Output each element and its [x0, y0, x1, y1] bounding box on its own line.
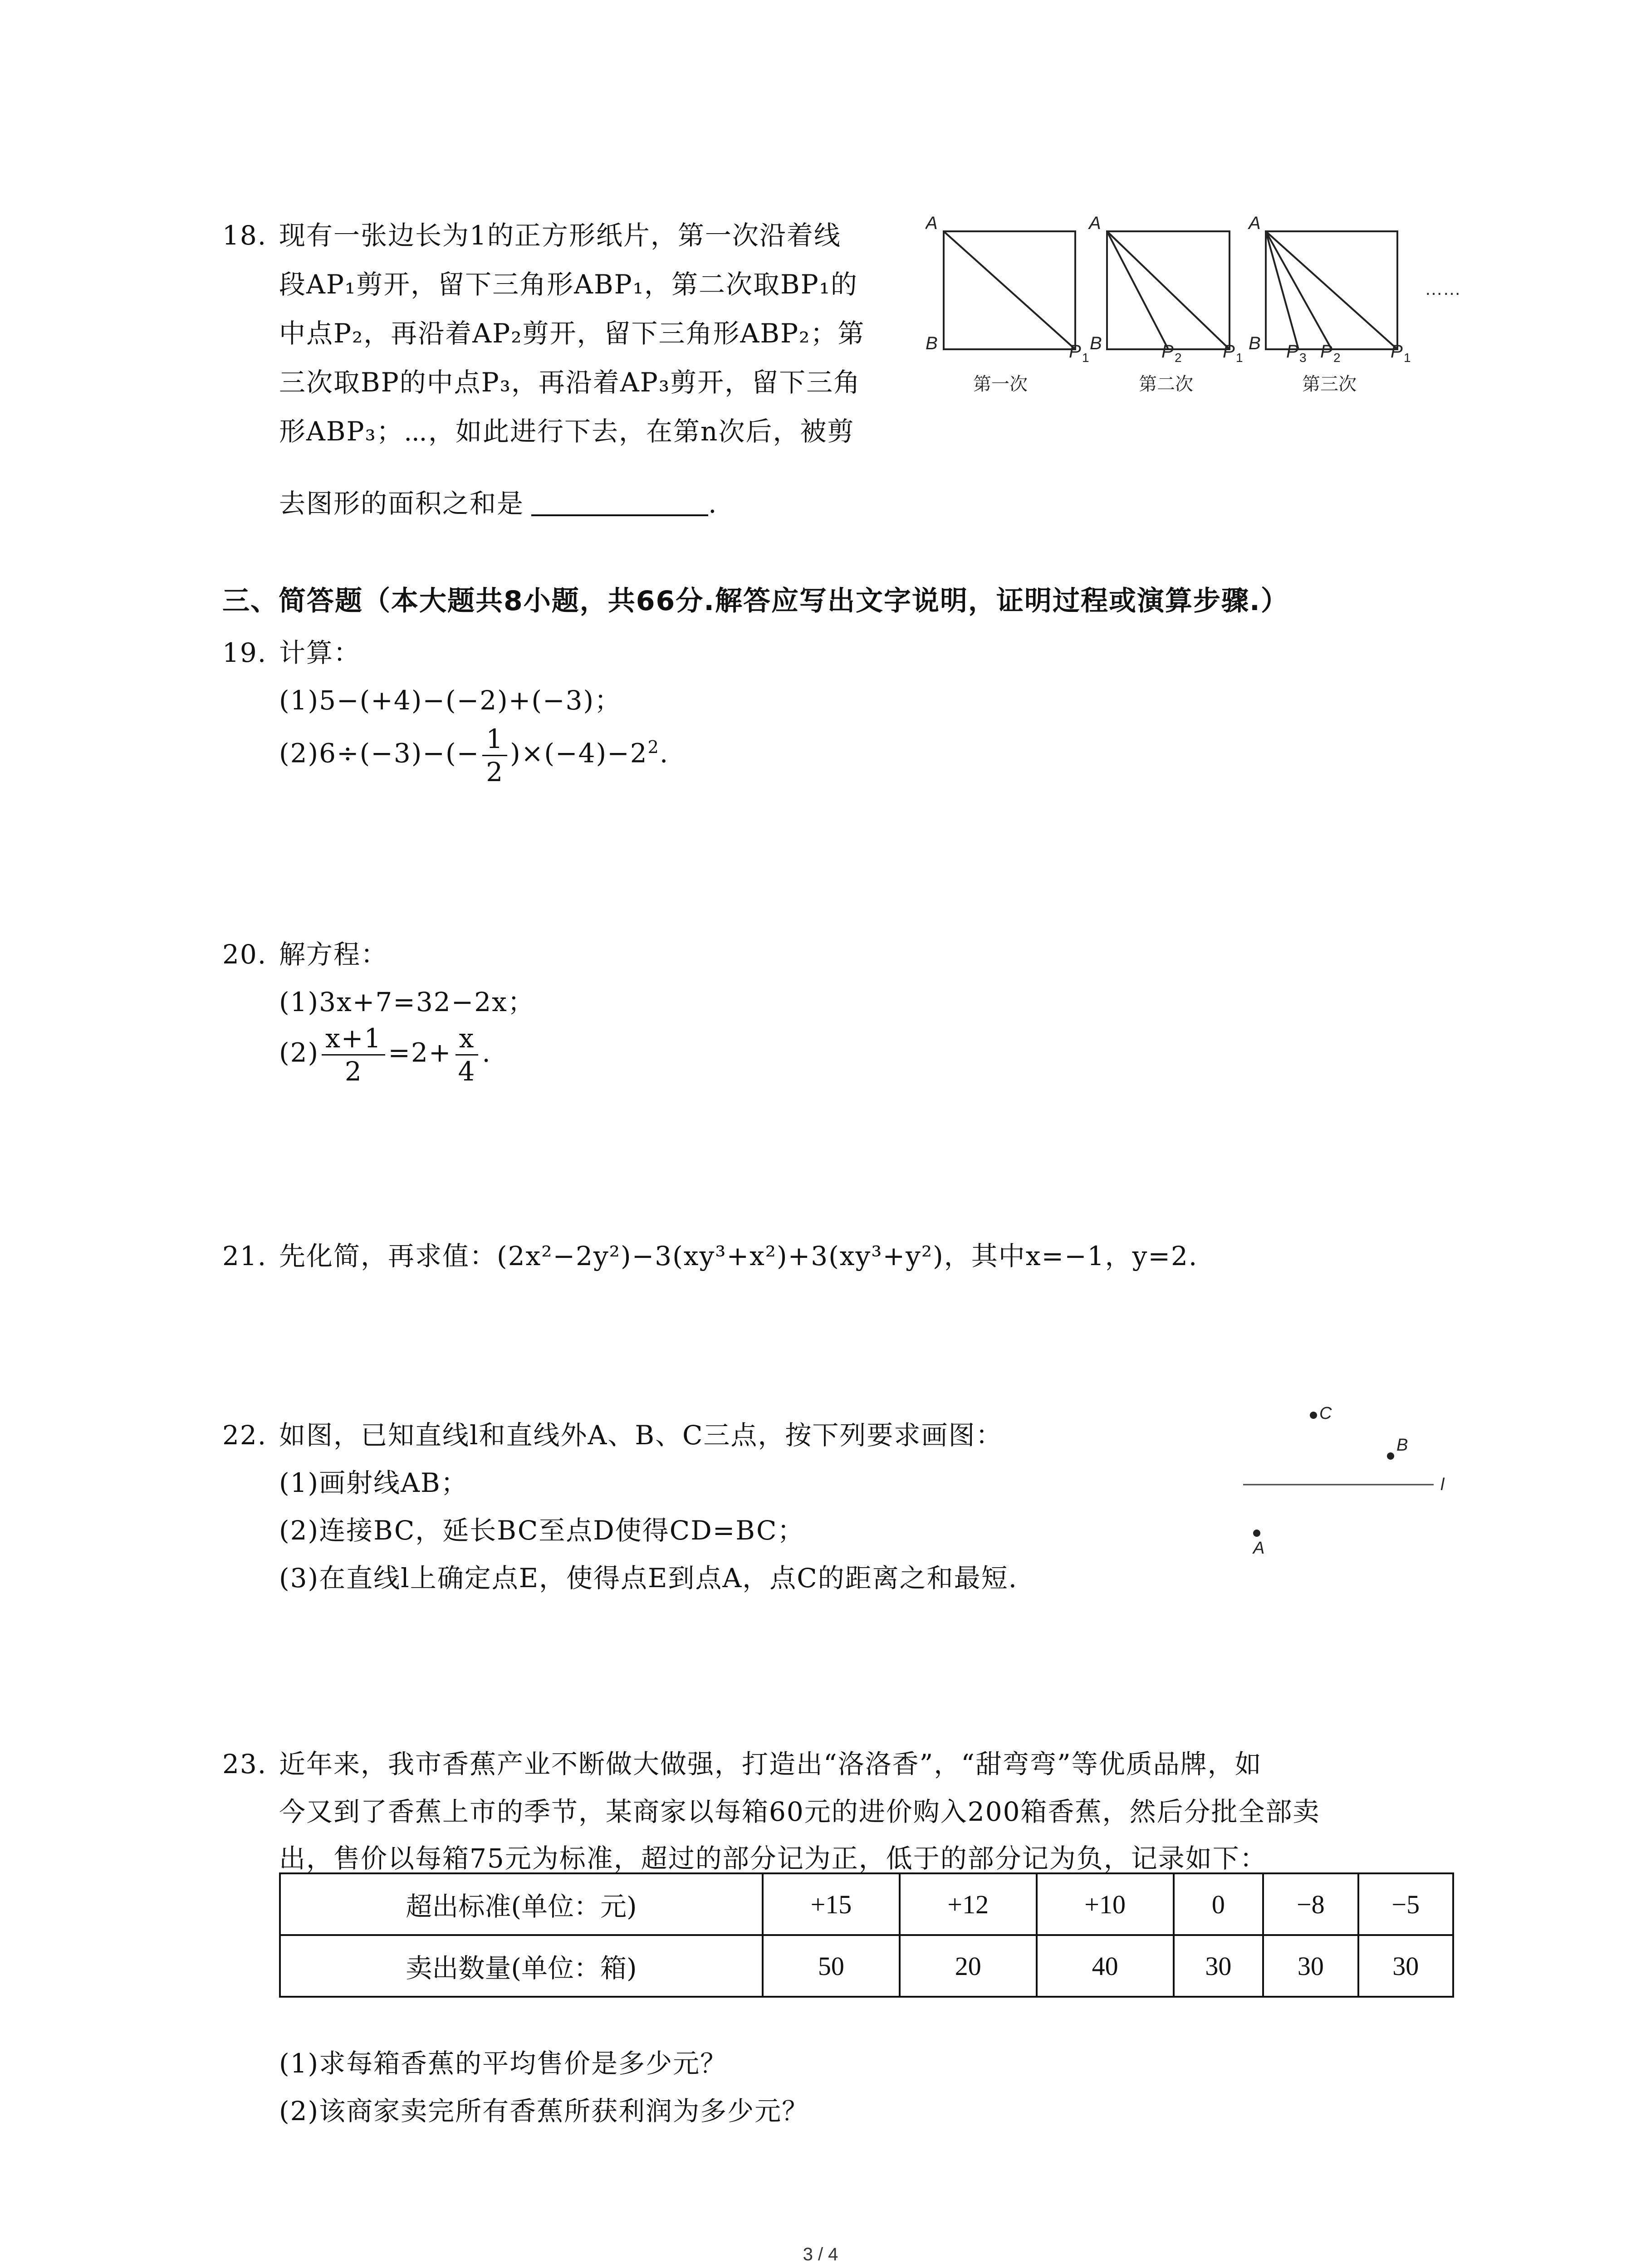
fig2-label-p1-sub: 1 [1236, 351, 1243, 365]
fig3-label-p3-sub: 3 [1299, 351, 1307, 365]
frac-denominator: 4 [458, 1056, 476, 1087]
table-cell: 20 [900, 1935, 1037, 1997]
page-number: 3 / 4 [803, 2244, 838, 2264]
fig1-label-p1: P [1069, 342, 1081, 362]
fig3-label-p2-sub: 2 [1333, 351, 1341, 365]
table-cell: 30 [1358, 1935, 1453, 1997]
q18-last-end: . [708, 488, 718, 519]
q18-last-line [279, 490, 717, 517]
table-cell: 30 [1174, 1935, 1264, 1997]
table-row [280, 1935, 1453, 1997]
q22-line-2: (1)画射线AB； [279, 1467, 468, 1498]
fig3-label-p2: P [1320, 342, 1332, 362]
q18-line-4: 三次取BP的中点P₃，再沿着AP₃剪开，留下三角 [279, 367, 861, 398]
fraction-half [482, 723, 507, 787]
q23-part-2: (2)该商家卖完所有香蕉所获利润为多少元？ [279, 2096, 809, 2126]
table-cell: 0 [1174, 1873, 1264, 1935]
fig2-label-p2-sub: 2 [1175, 351, 1182, 365]
exponent: 2 [647, 737, 660, 758]
q19-part-2-end: . [659, 738, 669, 769]
table-cell: −5 [1358, 1873, 1453, 1935]
fig3-caption: 第三次 [1302, 374, 1357, 394]
q19-part-2-b: )×(−4)−2 [510, 738, 648, 769]
q20-part-1: (1)3x+7=32−2x； [279, 987, 535, 1017]
q21-text: 先化简，再求值：(2x²−2y²)−3(xy³+x²)+3(xy³+y²)，其中x=−1，y=2. [279, 1241, 1198, 1271]
sales-table [279, 1872, 1454, 1998]
point-a-label: A [1253, 1539, 1265, 1558]
fig2-label-a: A [1089, 213, 1101, 233]
fig1-caption: 第一次 [973, 374, 1028, 394]
fig2-label-p1: P [1223, 342, 1235, 362]
fig1-label-b: B [926, 333, 938, 353]
frac-numerator: x+1 [322, 1025, 385, 1056]
q19-part-2 [279, 723, 669, 787]
fig3-label-p1: P [1391, 342, 1403, 362]
fig1-label-a: A [926, 213, 938, 233]
q23-line-2: 今又到了香蕉上市的季节，某商家以每箱60元的进价购入200箱香蕉，然后分批全部卖 [279, 1796, 1320, 1827]
table-row-head: 超出标准(单位：元) [280, 1873, 763, 1935]
q19-part-2-a: (2)6÷(−3)−(− [279, 738, 480, 769]
q19-number: 19. [222, 637, 267, 668]
table-row [280, 1873, 1453, 1935]
frac-numerator: 1 [482, 726, 507, 756]
q20-title: 解方程： [279, 939, 388, 970]
point-b-label: B [1396, 1436, 1408, 1455]
q20-part-2-a: (2) [279, 1037, 319, 1068]
q18-last-text: 去图形的面积之和是 [279, 488, 524, 519]
fig3-label-p1-sub: 1 [1404, 351, 1411, 365]
q22-figure [1243, 1397, 1461, 1560]
fraction-x-plus-1-over-2 [322, 1025, 385, 1085]
fig2-caption: 第二次 [1139, 374, 1193, 394]
fig1-label-p1-sub: 1 [1082, 351, 1089, 365]
fig2-label-p2: P [1161, 342, 1174, 362]
table-cell: 40 [1037, 1935, 1174, 1997]
point-c-label: C [1319, 1404, 1332, 1423]
table-cell: +10 [1037, 1873, 1174, 1935]
q22-number: 22. [222, 1420, 267, 1451]
q22-line-1: 如图，已知直线l和直线外A、B、C三点，按下列要求画图： [279, 1420, 1003, 1451]
q22-line-4: (3)在直线l上确定点E，使得点E到点A，点C的距离之和最短. [279, 1563, 1018, 1593]
q20-part-2-mid: =2+ [388, 1037, 452, 1068]
fig2-label-b: B [1090, 333, 1102, 353]
q23-line-1: 近年来，我市香蕉产业不断做大做强，打造出“洛洛香”，“甜弯弯”等优质品牌，如 [279, 1749, 1262, 1779]
q22-line-3: (2)连接BC，延长BC至点D使得CD=BC； [279, 1515, 805, 1546]
table-row-head: 卖出数量(单位：箱) [280, 1935, 763, 1997]
q18-line-2: 段AP₁剪开，留下三角形ABP₁，第二次取BP₁的 [279, 269, 858, 300]
fig3-label-a: A [1249, 213, 1261, 233]
q19-part-1: (1)5−(+4)−(−2)+(−3)； [279, 685, 622, 716]
frac-numerator: x [456, 1025, 479, 1056]
q18-line-1: 现有一张边长为1的正方形纸片，第一次沿着线 [279, 220, 841, 251]
frac-denominator: 2 [486, 757, 504, 787]
q19-title: 计算： [279, 637, 361, 668]
q20-number: 20. [222, 939, 267, 970]
q20-part-2 [279, 1025, 491, 1085]
table-cell: +12 [900, 1873, 1037, 1935]
table-cell: +15 [763, 1873, 900, 1935]
table-cell: 30 [1263, 1935, 1358, 1997]
fig-ellipsis: …… [1425, 279, 1461, 299]
q18-line-3: 中点P₂，再沿着AP₂剪开，留下三角形ABP₂；第 [279, 318, 865, 349]
q23-number: 23. [222, 1749, 267, 1779]
q23-line-3: 出，售价以每箱75元为标准，超过的部分记为正，低于的部分记为负，记录如下： [279, 1843, 1267, 1874]
q18-number: 18. [222, 220, 267, 251]
q21-number: 21. [222, 1241, 267, 1271]
fraction-x-over-4 [455, 1025, 480, 1085]
fig3-label-p3: P [1286, 342, 1298, 362]
section-3-title: 三、简答题（本大题共8小题，共66分.解答应写出文字说明，证明过程或演算步骤.） [222, 585, 1289, 617]
table-cell: 50 [763, 1935, 900, 1997]
q23-part-1: (1)求每箱香蕉的平均售价是多少元？ [279, 2048, 728, 2079]
answer-blank [531, 490, 708, 516]
q18-line-5: 形ABP₃；⋯，如此进行下去，在第n次后，被剪 [279, 416, 855, 447]
q18-figure [926, 213, 1470, 404]
frac-denominator: 2 [344, 1056, 362, 1087]
line-l-label: l [1440, 1475, 1445, 1494]
fig3-label-b: B [1249, 333, 1261, 353]
q20-part-2-end: . [482, 1037, 491, 1068]
table-cell: −8 [1263, 1873, 1358, 1935]
